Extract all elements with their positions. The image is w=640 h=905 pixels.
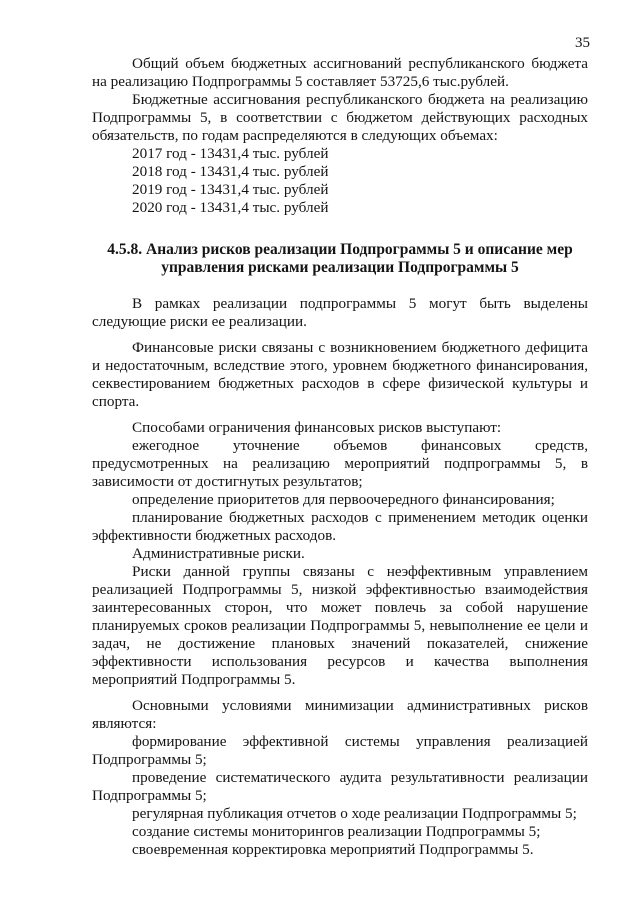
document-body <box>92 55 588 859</box>
paragraph-admin-risks: Риски данной группы связаны с неэффективным управлением реализацией Подпрограммы 5, низкой эффективностью взаимодействия заинтересованных сторон, что может повлечь за собой нарушение планируемых сроков реализации Подпрограммы 5, невыполнение ее цели и задач, не достижение плановых значений показателей, снижение эффективности использования ресурсов и качества выполнения мероприятий Подпрограммы 5. <box>92 563 588 688</box>
list-item: своевременная корректировка мероприятий Подпрограммы 5. <box>132 841 534 858</box>
paragraph-risk-limits: Способами ограничения финансовых рисков выступают: <box>132 419 502 436</box>
list-item: планирование бюджетных расходов с применением методик оценки эффективности бюджетных расходов. <box>92 509 588 544</box>
list-item: формирование эффективной системы управления реализацией Подпрограммы 5; <box>92 733 588 768</box>
list-item: ежегодное уточнение объемов финансовых средств, предусмотренных на реализацию мероприятий подпрограммы 5, в зависимости от достигнутых результатов; <box>92 437 588 490</box>
paragraph-financial-risks: Финансовые риски связаны с возникновением бюджетного дефицита и недостаточным, вследствие этого, уровнем бюджетного финансирования, секвестированием бюджетных расходов в сфере физической культуры и спорта. <box>92 339 588 410</box>
list-item: создание системы мониторингов реализации Подпрограммы 5; <box>132 823 541 840</box>
list-item: проведение систематического аудита результативности реализации Подпрограммы 5; <box>92 769 588 804</box>
year-line-2018: 2018 год - 13431,4 тыс. рублей <box>132 163 329 180</box>
year-line-2020: 2020 год - 13431,4 тыс. рублей <box>132 199 329 216</box>
paragraph-budget-allocation: Бюджетные ассигнования республиканского бюджета на реализацию Подпрограммы 5, в соответствии с бюджетом действующих расходных обязательств, по годам распределяются в следующих объемах: <box>92 91 588 144</box>
list-item: определение приоритетов для первоочередного финансирования; <box>132 491 555 508</box>
paragraph-admin-risks-title: Административные риски. <box>132 545 305 562</box>
paragraph-risks-intro: В рамках реализации подпрограммы 5 могут быть выделены следующие риски ее реализации. <box>92 295 588 330</box>
paragraph-total-budget: Общий объем бюджетных ассигнований республиканского бюджета на реализацию Подпрограммы 5 составляет 53725,6 тыс.рублей. <box>92 55 588 90</box>
list-item: регулярная публикация отчетов о ходе реализации Подпрограммы 5; <box>132 805 577 822</box>
section-heading: 4.5.8. Анализ рисков реализации Подпрограммы 5 и описание мер управления рисками реализации Подпрограммы 5 <box>107 241 573 276</box>
year-line-2019: 2019 год - 13431,4 тыс. рублей <box>132 181 329 198</box>
page-number: 35 <box>575 35 590 51</box>
paragraph-minimization-conditions: Основными условиями минимизации административных рисков являются: <box>92 697 588 732</box>
year-line-2017: 2017 год - 13431,4 тыс. рублей <box>132 145 329 162</box>
